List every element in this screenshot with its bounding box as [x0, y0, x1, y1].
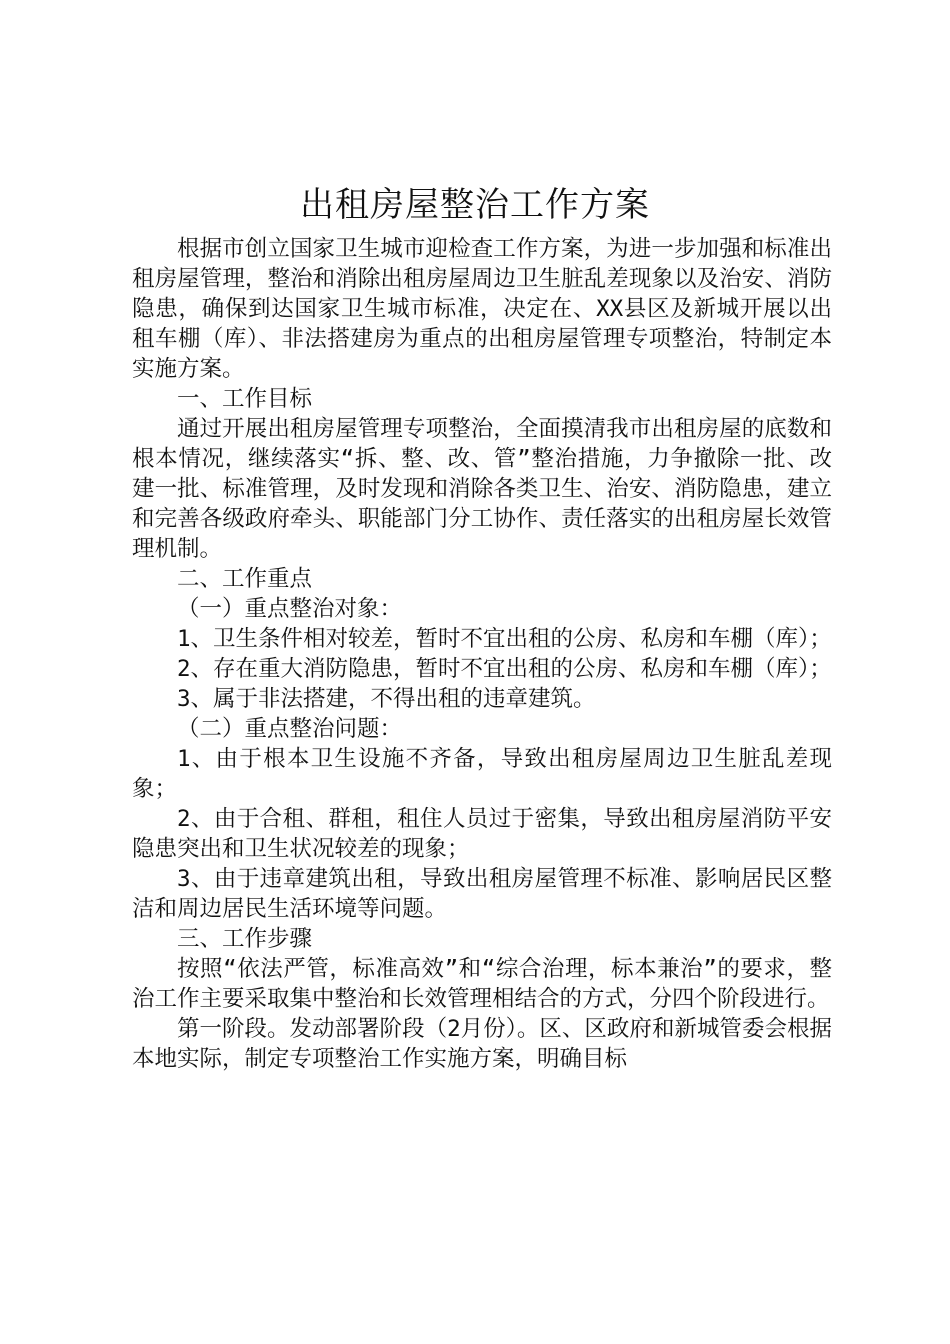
document-title: 出租房屋整治工作方案 — [300, 185, 650, 225]
list-item: 1、卫生条件相对较差，暂时不宜出租的公房、私房和车棚（库）； — [177, 626, 832, 652]
list-item: 3、由于违章建筑出租，导致出租房屋管理不标准、影响居民区整洁和周边居民生活环境等问题。 — [132, 866, 832, 922]
list-item: 1、由于根本卫生设施不齐备，导致出租房屋周边卫生脏乱差现象； — [132, 746, 832, 802]
paragraph-work-goal: 通过开展出租房屋管理专项整治，全面摸清我市出租房屋的底数和根本情况，继续落实“拆、整、改、管”整治措施，力争撤除一批、改建一批、标准管理，及时发现和消除各类卫生、治安、消防隐患，建立和完善各级政府牵头、职能部门分工协作、责任落实的出租房屋长效管理机制。 — [132, 416, 832, 562]
paragraph-work-steps: 按照“依法严管，标准高效”和“综合治理，标本兼治”的要求，整治工作主要采取集中整治和长效管理相结合的方式，分四个阶段进行。 — [132, 956, 832, 1012]
document-body — [132, 234, 832, 1074]
subheading-targets: （一）重点整治对象： — [177, 596, 403, 622]
list-item: 2、存在重大消防隐患，暂时不宜出租的公房、私房和车棚（库）； — [177, 656, 832, 682]
heading-work-goal: 一、工作目标 — [177, 386, 313, 412]
heading-work-steps: 三、工作步骤 — [177, 926, 313, 952]
paragraph-intro: 根据市创立国家卫生城市迎检查工作方案，为进一步加强和标准出租房屋管理，整治和消除出租房屋周边卫生脏乱差现象以及治安、消防隐患，确保到达国家卫生城市标准，决定在、XX县区及新城开展以出租车棚（库）、非法搭建房为重点的出租房屋管理专项整治，特制定本实施方案。 — [132, 236, 832, 382]
list-item: 3、属于非法搭建，不得出租的违章建筑。 — [177, 686, 596, 712]
subheading-problems: （二）重点整治问题： — [177, 716, 403, 742]
paragraph-phase-one: 第一阶段。发动部署阶段（2月份）。区、区政府和新城管委会根据本地实际，制定专项整治工作实施方案，明确目标 — [132, 1016, 832, 1072]
list-item: 2、由于合租、群租，租住人员过于密集，导致出租房屋消防平安隐患突出和卫生状况较差的现象； — [132, 806, 832, 862]
heading-work-focus: 二、工作重点 — [177, 566, 313, 592]
